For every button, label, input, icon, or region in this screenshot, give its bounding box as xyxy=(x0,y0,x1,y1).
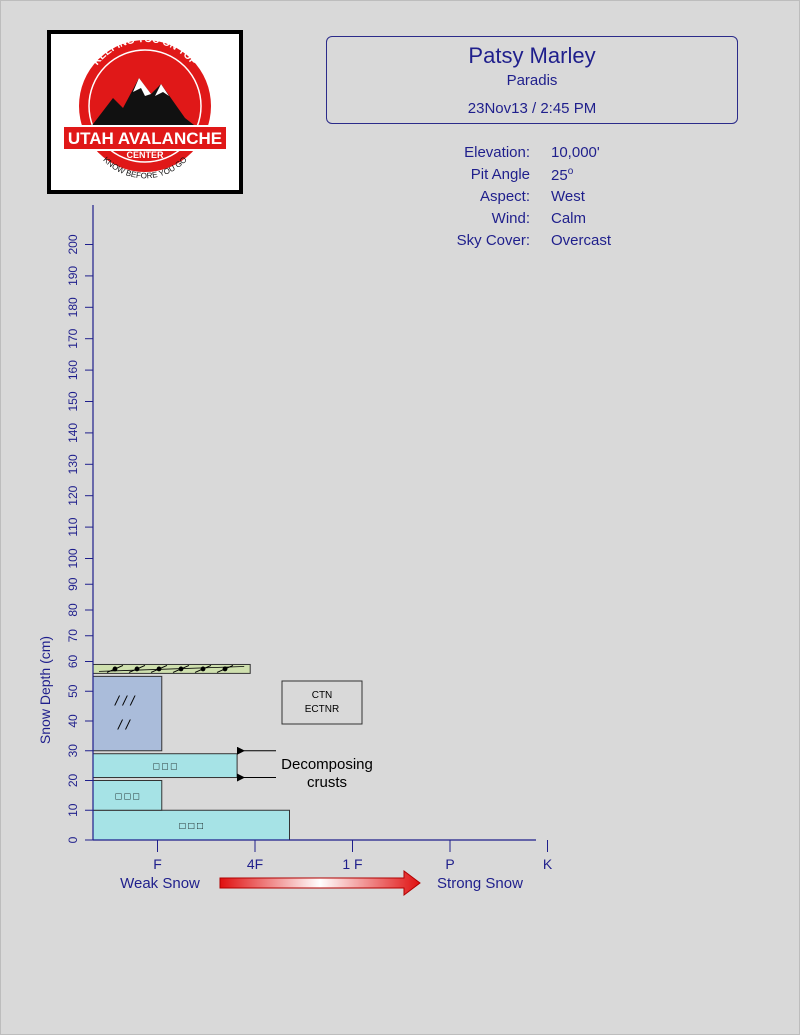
annotation-text: crusts xyxy=(306,774,348,791)
y-tick-label: 30 xyxy=(66,744,80,758)
layer-bar-3 xyxy=(93,676,162,750)
y-tick-label: 100 xyxy=(66,548,80,569)
y-axis-label: Snow Depth (cm) xyxy=(37,635,53,745)
x-tick-label: 4F xyxy=(246,856,264,872)
y-tick-label: 120 xyxy=(66,485,80,506)
y-tick-label: 90 xyxy=(66,577,80,591)
decomposing-symbol: / / / xyxy=(115,692,135,709)
wind-label: Wind: xyxy=(491,210,530,227)
y-tick-label: 70 xyxy=(66,629,80,643)
logo-tagline: KNOW BEFORE YOU GO xyxy=(101,155,189,181)
degree-sup: o xyxy=(567,166,574,177)
y-tick-label: 40 xyxy=(66,714,80,728)
observation-datetime: 23Nov13 / 2:45 PM xyxy=(467,100,597,117)
strength-arrow xyxy=(220,871,420,895)
weak-snow-label: Weak Snow xyxy=(120,875,200,892)
y-tick-label: 180 xyxy=(66,297,80,318)
y-tick-label: 20 xyxy=(66,773,80,788)
y-tick-label: 80 xyxy=(66,603,80,617)
test-results-box xyxy=(282,681,362,724)
y-tick-label: 160 xyxy=(66,360,80,381)
facet-symbol: □ □ □ xyxy=(153,761,177,773)
aspect-value: West xyxy=(551,188,585,205)
y-tick-label: 190 xyxy=(66,265,80,286)
logo-banner-text: UTAH AVALANCHE xyxy=(67,129,223,148)
facet-symbol: □ □ □ xyxy=(115,791,140,803)
facet-symbol: □ □ □ xyxy=(179,821,204,833)
y-tick-label: 150 xyxy=(66,391,80,412)
x-tick-label: F xyxy=(153,856,162,872)
y-tick-label: 110 xyxy=(66,517,80,537)
elevation-value: 10,000' xyxy=(551,144,600,161)
y-tick-label: 0 xyxy=(66,836,80,844)
logo-arc-text: KEEPING YOU ON TOP xyxy=(91,34,199,68)
x-tick-label: K xyxy=(542,856,553,872)
y-tick-label: 60 xyxy=(66,654,80,669)
strong-snow-label: Strong Snow xyxy=(437,875,523,892)
logo-sub-text: CENTER xyxy=(126,150,164,160)
annotation-text: Decomposing xyxy=(281,756,373,773)
y-tick-label: 140 xyxy=(66,422,80,443)
y-tick-label: 130 xyxy=(66,454,80,475)
elevation-label: Elevation: xyxy=(464,144,530,161)
test-result-text: ECTNR xyxy=(304,704,340,715)
sky-cover-label: Sky Cover: xyxy=(456,232,530,249)
wind-value: Calm xyxy=(551,210,587,227)
pit-angle-label: Pit Angle xyxy=(470,166,530,183)
x-tick-label: 1 F xyxy=(342,856,363,872)
sky-cover-value: Overcast xyxy=(551,232,612,249)
aspect-label: Aspect: xyxy=(479,188,530,205)
y-tick-label: 200 xyxy=(66,234,80,255)
y-tick-label: 50 xyxy=(66,684,80,698)
observer-name: Patsy Marley xyxy=(468,43,596,68)
test-result-text: CTN xyxy=(311,690,333,701)
y-tick-label: 170 xyxy=(66,328,80,349)
x-tick-label: P xyxy=(445,856,455,872)
location-name: Paradis xyxy=(506,72,558,89)
y-tick-label: 10 xyxy=(66,803,80,817)
pit-angle-value: 25 xyxy=(551,167,568,184)
decomposing-symbol: / / xyxy=(118,716,130,733)
